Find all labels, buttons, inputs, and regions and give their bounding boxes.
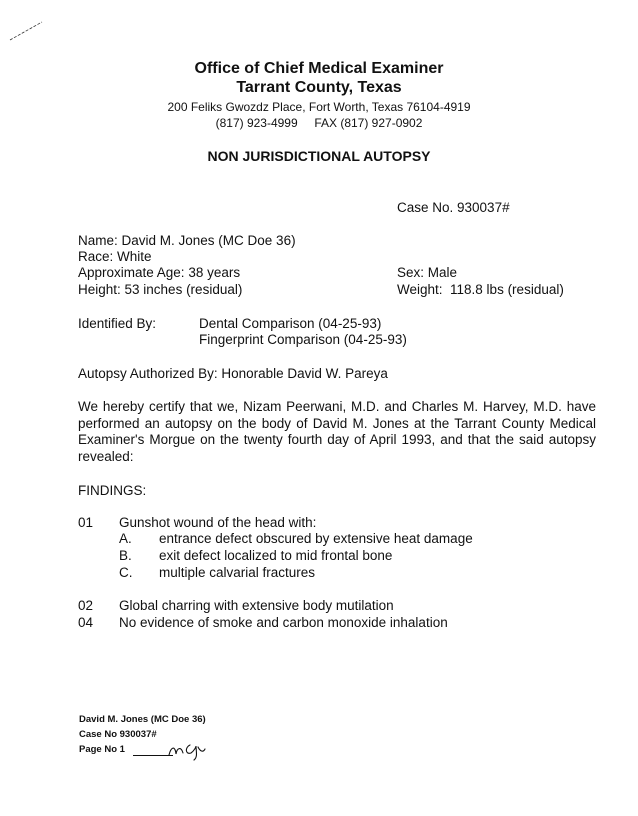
finding-text: Global charring with extensive body mutilation [119,598,394,613]
footer-name: David M. Jones (MC Doe 36) [79,714,206,725]
subject-sex: Sex: Male [397,265,458,280]
footer-case: Case No 930037# [79,729,157,740]
report-title: NON JURISDICTIONAL AUTOPSY [207,148,431,164]
office-phone-fax: (817) 923-4999 FAX (817) 927-0902 [215,116,423,130]
county-title: Tarrant County, Texas [236,79,402,96]
subject-age: Approximate Age: 38 years [78,265,241,280]
subject-race: Race: White [78,249,152,264]
finding-number: 02 [78,598,94,613]
footer-page: Page No 1 [79,744,125,755]
finding-number: 01 [78,515,94,530]
office-title: Office of Chief Medical Examiner [194,60,444,77]
subject-name: Name: David M. Jones (MC Doe 36) [78,233,296,248]
scan-mark [8,18,48,42]
handwritten-initials [166,737,208,761]
finding-subitem-text: exit defect localized to mid frontal bone [159,548,393,563]
finding-subitem-letter: B. [119,548,132,563]
office-address: 200 Feliks Gwozdz Place, Fort Worth, Texas 76104-4919 [167,100,471,114]
certification-paragraph: We hereby certify that we, Nizam Peerwani, M.D. and Charles M. Harvey, M.D. have performed an autopsy on the body of David M. Jones at the Tarrant County Medical Examiner's Morgue on the twenty fourth day of April 1993, and that the said autopsy revealed: [78,399,596,464]
identified-label: Identified By: [78,316,157,331]
authorized-by: Autopsy Authorized By: Honorable David W. Pareya [78,366,388,381]
findings-heading: FINDINGS: [78,483,147,498]
finding-subitem-letter: C. [119,565,133,580]
finding-subitem-text: multiple calvarial fractures [159,565,316,580]
identified-method: Dental Comparison (04-25-93) [199,316,382,331]
finding-text: Gunshot wound of the head with: [119,515,317,530]
finding-number: 04 [78,615,94,630]
case-number: Case No. 930037# [397,200,510,215]
finding-subitem-text: entrance defect obscured by extensive heat damage [159,531,473,546]
subject-weight: Weight: 118.8 lbs (residual) [397,282,564,297]
finding-text: No evidence of smoke and carbon monoxide inhalation [119,615,448,630]
finding-subitem-letter: A. [119,531,132,546]
identified-method: Fingerprint Comparison (04-25-93) [199,332,407,347]
subject-height: Height: 53 inches (residual) [78,282,243,297]
